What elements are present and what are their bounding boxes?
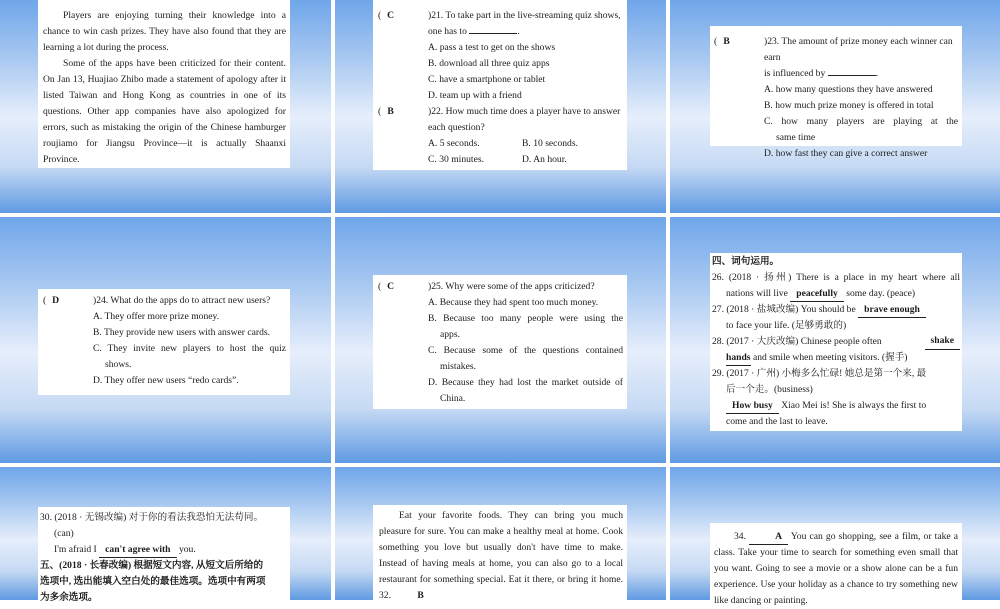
- option-b: B. 10 seconds.: [522, 138, 578, 149]
- question-25: ( C )25. Why were some of the apps criticized?: [378, 279, 623, 295]
- passage-card: [710, 523, 962, 606]
- slide-tile-2: [335, 0, 666, 213]
- option-d: D. They offer new users “redo cards”.: [93, 375, 239, 386]
- option-b: B. Because too many people were using the: [428, 313, 623, 324]
- answer-25: C: [387, 281, 395, 292]
- option-c: C. Because some of the questions contained: [428, 345, 623, 356]
- section-heading: 四、词句运用。: [712, 256, 780, 267]
- answer-34: A: [749, 530, 788, 545]
- slide-tile-4: [0, 217, 331, 463]
- exercise-card: 30. (2018 · 无锡改编) 对于你的看法我恐怕无法苟同。 (can) I'm afraid I can't agree with you. 五、(2018 · 长春改编) 根据短文内容, 从短文后所给的 选项中, 选出能填入空白处的最佳选项。选项中有两项 为多余选项。: [38, 507, 290, 600]
- option-b: B. download all three quiz apps: [428, 58, 550, 69]
- answer-24: D: [52, 295, 60, 306]
- blank-line: [828, 75, 876, 76]
- question-card: ( C )25. Why were some of the apps criticized? A. Because they had spent too much money. B. Because too many people were using the apps. C. Because some of the questions contained mistakes. D. Because they had lost the market outside of China.: [373, 275, 627, 409]
- option-c: C. 30 minutes.: [428, 154, 484, 165]
- question-27: 27. (2018 · 盐城改编) You should be brave enough: [712, 302, 960, 318]
- option-d: D. team up with a friend: [428, 90, 522, 101]
- option-d: D. An hour.: [522, 154, 567, 165]
- question-24: ( D )24. What do the apps do to attract new users?: [43, 293, 286, 309]
- option-a: A. pass a test to get on the shows: [428, 42, 556, 53]
- option-c: C. They invite new players to host the quiz: [93, 343, 286, 354]
- passage-card: [38, 0, 290, 168]
- answer-26: peacefully: [790, 287, 844, 302]
- option-a: A. how many questions they have answered: [764, 84, 933, 95]
- question-card: ( D )24. What do the apps do to attract new users? A. They offer more prize money. B. They provide new users with answer cards. C. They invite new players to host the quiz shows. D. They offer new users “redo cards”.: [38, 289, 290, 395]
- question-29: 29. (2017 · 广州) 小梅多么忙碌! 她总是第一个来, 最: [712, 368, 927, 379]
- answer-32: B: [417, 590, 424, 601]
- answer-29: How busy: [726, 399, 779, 414]
- passage-card: [373, 505, 627, 600]
- slide-tile-8: [335, 467, 666, 600]
- option-a: A. They offer more prize money.: [93, 311, 220, 322]
- question-30: 30. (2018 · 无锡改编) 对于你的看法我恐怕无法苟同。: [40, 512, 264, 523]
- option-b: B. They provide new users with answer cards.: [93, 327, 270, 338]
- passage-paragraph-2: Some of the apps have been criticized for their content. On Jan 13, Huajiao Zhibo made a statement of apology after it listed Taiwan and Hong Kong as countries in one of its questions. Other app companies have also apologized for errors, such as mistaking the origin of the Chinese hamburger roujiamo for Jiangsu Province—it is actually Shaanxi Province.: [43, 58, 286, 165]
- question-26: 26. (2018 · 扬州) There is a place in my heart where all: [712, 272, 960, 283]
- blank-line: [469, 33, 517, 34]
- slide-tile-6: [670, 217, 1000, 463]
- section-heading: 五、(2018 · 长春改编) 根据短文内容, 从短文后所给的: [40, 560, 264, 571]
- passage-paragraph: 34. A You can go shopping, see a film, or take a class. Take your time to search for something even small that you want. Going to see a movie or a show alone can be a fun experience. Use your holiday as a chance to try something new like dancing or painting.: [714, 531, 959, 606]
- answer-23: B: [723, 36, 730, 47]
- answer-28a: shake: [925, 334, 960, 350]
- slide-tile-9: [670, 467, 1000, 606]
- option-a: A. 5 seconds.: [428, 138, 480, 149]
- question-23: ( B )23. The amount of prize money each winner can earn: [714, 36, 953, 63]
- answer-27: brave enough: [858, 303, 926, 318]
- option-d: D. Because they had lost the market outside of: [428, 377, 623, 388]
- passage-paragraph-1: Players are enjoying turning their knowledge into a chance to win cash prizes. They have also found that they are learning a lot during the process.: [43, 10, 286, 53]
- slide-tile-7: [0, 467, 331, 603]
- slide-tile-1: [0, 0, 331, 213]
- slide-tile-5: [335, 217, 666, 463]
- answer-21: C: [387, 10, 395, 21]
- answer-30: can't agree with: [99, 543, 176, 558]
- exercise-card: 四、词句运用。 26. (2018 · 扬州) There is a place in my heart where all nations will live peacefully some day. (peace) 27. (2018 · 盐城改编) You should be brave enough to face your life. (足够勇敢的) 28. (2017 · 大庆改编) Chinese people often shake hands and smile when meeting visitors. (握手) 29. (2017 · 广州) 小梅多么忙碌! 她总是第一个来, 最 后一个走。(business) How busy Xiao Mei is! She is always the first to come and the last to leave.: [710, 253, 962, 431]
- slide-tile-3: [670, 0, 1000, 213]
- question-card: ( C )21. To take part in the live-streaming quiz shows, one has to . A. pass a test to get on the shows B. download all three quiz apps C. have a smartphone or tablet D. team up with a friend ( B )22. How much time does a player have to answer each question? A. 5 seconds. B. 10 seconds. C. 30 minutes. D. An hour.: [373, 0, 627, 170]
- passage-paragraph: Eat your favorite foods. They can bring you much pleasure for sure. You can make a healthy meal at home. Cook something you love but usually don't have time to make. Instead of having meals at home, you can also go to a local restaurant for something special. Eat it there, or bring it home. 32. B: [379, 510, 623, 601]
- option-d: D. how fast they can give a correct answer: [764, 148, 928, 159]
- answer-28b: hands: [726, 351, 751, 366]
- question-22: ( B )22. How much time does a player have to answer: [378, 104, 623, 120]
- question-28: 28. (2017 · 大庆改编) Chinese people often shake: [712, 334, 960, 350]
- option-c: C. how many players are playing at the: [764, 116, 958, 127]
- option-b: B. how much prize money is offered in total: [764, 100, 934, 111]
- question-21: ( C )21. To take part in the live-streaming quiz shows,: [378, 8, 623, 24]
- option-a: A. Because they had spent too much money.: [428, 297, 599, 308]
- option-c: C. have a smartphone or tablet: [428, 74, 546, 85]
- answer-22: B: [387, 106, 394, 117]
- question-card: ( B )23. The amount of prize money each winner can earn is influenced by . A. how many questions they have answered B. how much prize money is offered in total C. how many players are playing at the same time D. how fast they can give a correct answer: [710, 26, 962, 146]
